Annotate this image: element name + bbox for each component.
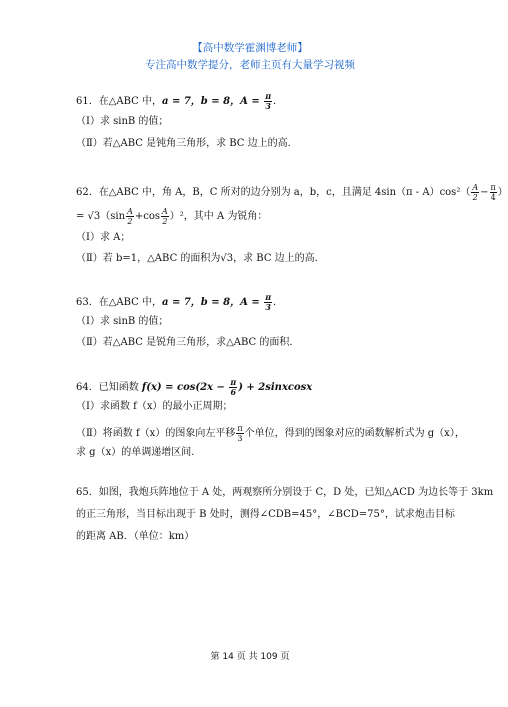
q62-part2: （Ⅱ）若 b=1，△ABC 的面积为√3，求 BC 边上的高． — [76, 253, 325, 264]
q62-text-b: = √3（sin — [76, 211, 126, 222]
page-footer: 第 14 页 共 109 页 — [210, 652, 290, 662]
q64-part1: （Ⅰ）求函数 f（x）的最小正周期； — [76, 401, 233, 412]
q61-fraction: $\frac{\pi}{3}$ — [265, 91, 272, 111]
q61-tail: ． — [273, 96, 284, 107]
q61-intro: 61．在△ABC 中， — [76, 96, 163, 107]
q62-minus: − — [480, 187, 489, 198]
q64-part2-a: （Ⅱ）将函数 f（x）的图象向左平移 — [76, 428, 236, 439]
q64-stem — [76, 378, 312, 397]
q63-intro: 63．在△ABC 中， — [76, 297, 163, 308]
q65-line3: 的距离 AB．（单位：km） — [76, 531, 195, 542]
q64-part2-fraction: $\frac{\pi}{3}$ — [237, 424, 243, 443]
q62-part1: （Ⅰ）求 A； — [76, 232, 131, 243]
header-subtitle: 专注高中数学提分，老师主页有大量学习视频 — [145, 59, 355, 71]
q61-stem — [76, 92, 283, 111]
q62-stem-line1 — [76, 183, 508, 202]
q64-fraction: $\frac{\pi}{6}$ — [230, 377, 237, 397]
q62-text-c: ）²，其中 A 为锐角： — [169, 211, 268, 222]
q61-part1: （Ⅰ）求 sinB 的值； — [76, 116, 169, 127]
q65-line2: 的正三角形，当目标出现于 B 处时，测得∠CDB=45°，∠BCD=75°，试求炮击目标 — [76, 509, 455, 520]
q63-condition: a = 7，b = 8，A = — [162, 297, 264, 308]
q62-frac-a2-sin: $\frac{A}{2}$ — [127, 207, 133, 226]
q62-frac-pi4: $\frac{\pi}{4}$ — [490, 183, 496, 202]
q63-part1: （Ⅰ）求 sinB 的值； — [76, 316, 169, 327]
q65-line1: 65．如图，我炮兵阵地位于 A 处，两观察所分别设于 C，D 处，已知△ACD 为边长等于 3km — [76, 487, 494, 498]
q64-part2 — [76, 424, 465, 443]
q63-stem — [76, 293, 283, 312]
q63-part2: （Ⅱ）若△ABC 是锐角三角形，求△ABC 的面积． — [76, 337, 300, 348]
header-title: 【高中数学霍渊博老师】 — [192, 42, 308, 54]
q63-fraction: $\frac{\pi}{3}$ — [265, 292, 272, 312]
q62-text: 62．在△ABC 中，角 A，B，C 所对的边分别为 a，b，c，且满足 4sin（π - A）cos²（ — [76, 187, 471, 198]
q61-condition: a = 7，b = 8，A = — [162, 96, 264, 107]
q62-stem-line2 — [76, 207, 267, 226]
q62-close: ） — [497, 187, 508, 198]
q64-part2-line2: 求 g（x）的单调递增区间． — [76, 447, 202, 458]
q64-part2-b: 个单位，得到的图象对应的函数解析式为 g（x）， — [244, 428, 465, 439]
q61-part2: （Ⅱ）若△ABC 是钝角三角形，求 BC 边上的高． — [76, 138, 298, 149]
q62-plus-cos: +cos — [134, 211, 160, 222]
q63-tail: ． — [273, 297, 284, 308]
q64-func-b: ) + 2sinxcosx — [238, 382, 313, 393]
q62-frac-a2-cos: $\frac{A}{2}$ — [161, 207, 168, 226]
q64-intro: 64．已知函数 — [76, 382, 142, 393]
q62-frac-a2: $\frac{A}{2}$ — [472, 183, 479, 202]
q64-func-a: f(x) = cos(2x − — [141, 382, 229, 393]
